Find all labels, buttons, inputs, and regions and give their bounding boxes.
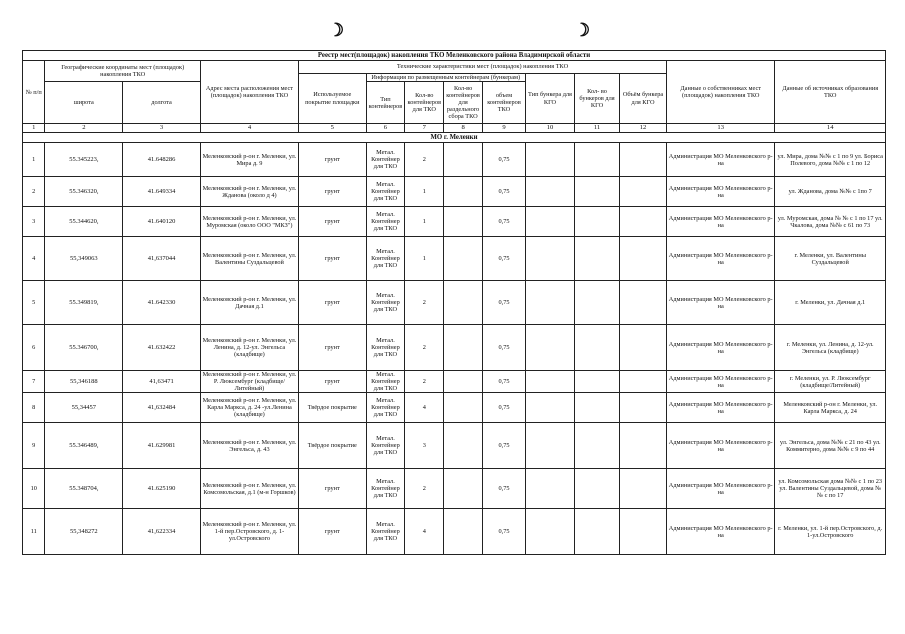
owner-cell: Администрация МО Меленковского р-на — [667, 177, 775, 207]
surface-cell: грунт — [299, 371, 366, 393]
col-header-containers-info: Информация по размещенным контейнерам (бункерам) — [366, 74, 525, 82]
volume-cell: 0,75 — [483, 207, 526, 237]
surface-cell: грунт — [299, 143, 366, 177]
table-row — [23, 281, 886, 325]
volume-cell: 0,75 — [483, 237, 526, 281]
row-number: 8 — [23, 393, 45, 423]
container-count-cell: 2 — [405, 325, 444, 371]
separate-count-cell — [444, 281, 483, 325]
bunker-volume-cell — [620, 371, 667, 393]
separate-count-cell — [444, 237, 483, 281]
container-type-cell: Метал. Контейнер для ТКО — [366, 469, 405, 509]
bunker-count-cell — [575, 371, 620, 393]
col-header-address: Адрес места расположения мест (площадок) накопления ТКО — [200, 61, 298, 124]
row-number: 2 — [23, 177, 45, 207]
bunker-type-cell — [525, 281, 574, 325]
source-cell: Меленковский р-он г. Меленки, ул. Карла Маркса, д. 24 — [775, 393, 886, 423]
container-type-cell: Метал. Контейнер для ТКО — [366, 371, 405, 393]
longitude-cell: 41.649334 — [123, 177, 201, 207]
bunker-volume-cell — [620, 469, 667, 509]
separate-count-cell — [444, 393, 483, 423]
container-count-cell: 1 — [405, 207, 444, 237]
latitude-cell: 55.346489, — [45, 423, 123, 469]
surface-cell: Твёрдое покрытие — [299, 393, 366, 423]
volume-cell: 0,75 — [483, 469, 526, 509]
owner-cell: Администрация МО Меленковского р-на — [667, 469, 775, 509]
surface-cell: грунт — [299, 237, 366, 281]
col-header-sources: Данные об источниках образования ТКО — [775, 61, 886, 124]
latitude-cell: 55.346700, — [45, 325, 123, 371]
column-number: 8 — [444, 124, 483, 133]
column-number-row — [23, 124, 886, 133]
container-count-cell: 2 — [405, 469, 444, 509]
source-cell: г. Меленки, ул. Ленина, д. 12-ул. Энгельса (кладбище) — [775, 325, 886, 371]
punch-hole-mark: ☽ — [328, 20, 345, 40]
surface-cell: грунт — [299, 281, 366, 325]
source-cell: ул. Мира, дома №№ с 1 по 9 ул. Бориса Полевого, дома №№ с 1 по 12 — [775, 143, 886, 177]
bunker-type-cell — [525, 143, 574, 177]
col-header-type: Тип контейнеров — [366, 82, 405, 124]
surface-cell: грунт — [299, 509, 366, 555]
address-cell: Меленковский р-он г. Меленки, ул. 1-й пер.Островского, д. 1-ул.Островского — [200, 509, 298, 555]
bunker-type-cell — [525, 325, 574, 371]
surface-cell: грунт — [299, 469, 366, 509]
registry-table — [22, 50, 886, 555]
source-cell: ул. Муромская, дома № № с 1 по 17 ул. Чкалова, дома №№ с 61 по 73 — [775, 207, 886, 237]
owner-cell: Администрация МО Меленковского р-на — [667, 393, 775, 423]
container-type-cell: Метал. Контейнер для ТКО — [366, 423, 405, 469]
row-number: 4 — [23, 237, 45, 281]
longitude-cell: 41,637044 — [123, 237, 201, 281]
container-count-cell: 3 — [405, 423, 444, 469]
separate-count-cell — [444, 207, 483, 237]
column-number: 2 — [45, 124, 123, 133]
volume-cell: 0,75 — [483, 177, 526, 207]
row-number: 11 — [23, 509, 45, 555]
row-number: 6 — [23, 325, 45, 371]
latitude-cell: 55.348704, — [45, 469, 123, 509]
container-type-cell: Метал. Контейнер для ТКО — [366, 325, 405, 371]
address-cell: Меленковский р-он г. Меленки, ул. Карла Маркса, д. 24 -ул.Ленина (кладбище) — [200, 393, 298, 423]
bunker-type-cell — [525, 237, 574, 281]
longitude-cell: 41,632484 — [123, 393, 201, 423]
latitude-cell: 55.344620, — [45, 207, 123, 237]
longitude-cell: 41.648286 — [123, 143, 201, 177]
latitude-cell: 55.346320, — [45, 177, 123, 207]
separate-count-cell — [444, 423, 483, 469]
volume-cell: 0,75 — [483, 325, 526, 371]
owner-cell: Администрация МО Меленковского р-на — [667, 207, 775, 237]
address-cell: Меленковский р-он г. Меленки, ул. Ленина, д. 12-ул. Энгельса (кладбище) — [200, 325, 298, 371]
col-header-volume: объем контейнеров ТКО — [483, 82, 526, 124]
bunker-volume-cell — [620, 207, 667, 237]
punch-hole-mark: ☽ — [574, 20, 591, 40]
container-count-cell: 1 — [405, 237, 444, 281]
owner-cell: Администрация МО Меленковского р-на — [667, 281, 775, 325]
row-number: 10 — [23, 469, 45, 509]
row-number: 1 — [23, 143, 45, 177]
separate-count-cell — [444, 371, 483, 393]
row-number: 3 — [23, 207, 45, 237]
container-count-cell: 2 — [405, 371, 444, 393]
source-cell: ул. Жданова, дома №№ с 1по 7 — [775, 177, 886, 207]
longitude-cell: 41.640120 — [123, 207, 201, 237]
source-cell: г. Меленки, ул. 1-й пер.Островского, д. 1-ул.Островского — [775, 509, 886, 555]
bunker-volume-cell — [620, 393, 667, 423]
source-cell: г. Меленки, ул. Валентины Суздальцевой — [775, 237, 886, 281]
column-number: 6 — [366, 124, 405, 133]
col-header-bunker-count: Кол- во бункеров для КГО — [575, 74, 620, 124]
bunker-type-cell — [525, 509, 574, 555]
table-row — [23, 325, 886, 371]
separate-count-cell — [444, 143, 483, 177]
bunker-count-cell — [575, 143, 620, 177]
surface-cell: грунт — [299, 177, 366, 207]
container-type-cell: Метал. Контейнер для ТКО — [366, 177, 405, 207]
bunker-volume-cell — [620, 237, 667, 281]
owner-cell: Администрация МО Меленковского р-на — [667, 423, 775, 469]
address-cell: Меленковский р-он г. Меленки, ул. Энгельса, д. 43 — [200, 423, 298, 469]
bunker-type-cell — [525, 371, 574, 393]
bunker-count-cell — [575, 469, 620, 509]
bunker-type-cell — [525, 469, 574, 509]
source-cell: ул. Энгельса, дома №№ с 21 по 43 ул. Коммитерно, дома №№ с 9 по 44 — [775, 423, 886, 469]
col-header-lat: широта — [45, 82, 123, 124]
bunker-volume-cell — [620, 423, 667, 469]
column-number: 1 — [23, 124, 45, 133]
longitude-cell: 41.625190 — [123, 469, 201, 509]
column-number: 3 — [123, 124, 201, 133]
source-cell: ул. Комсомольская дома №№ с 1 по 23 ул. Валентины Суздальцевой, дома №№ с по 17 — [775, 469, 886, 509]
col-header-count-sep: Кол-во контейнеров для раздельного сбора ТКО — [444, 82, 483, 124]
bunker-volume-cell — [620, 177, 667, 207]
col-header-bunker-volume: Объём бункера для КГО — [620, 74, 667, 124]
separate-count-cell — [444, 177, 483, 207]
table-title: Реестр мест(площадок) накопления ТКО Меленковского района Владимирской области — [23, 51, 886, 61]
container-type-cell: Метал. Контейнер для ТКО — [366, 281, 405, 325]
container-count-cell: 4 — [405, 509, 444, 555]
column-number: 4 — [200, 124, 298, 133]
longitude-cell: 41,63471 — [123, 371, 201, 393]
table-row — [23, 207, 886, 237]
longitude-cell: 41.632422 — [123, 325, 201, 371]
table-row — [23, 237, 886, 281]
bunker-volume-cell — [620, 509, 667, 555]
bunker-count-cell — [575, 393, 620, 423]
bunker-type-cell — [525, 177, 574, 207]
surface-cell: грунт — [299, 207, 366, 237]
column-number: 11 — [575, 124, 620, 133]
row-number: 5 — [23, 281, 45, 325]
volume-cell: 0,75 — [483, 509, 526, 555]
col-header-surface: Используемое покрытие площадки — [299, 74, 366, 124]
owner-cell: Администрация МО Меленковского р-на — [667, 371, 775, 393]
latitude-cell: 55.345223, — [45, 143, 123, 177]
container-type-cell: Метал. Контейнер для ТКО — [366, 393, 405, 423]
longitude-cell: 41,622334 — [123, 509, 201, 555]
address-cell: Меленковский р-он г. Меленки, ул. Мира д. 9 — [200, 143, 298, 177]
col-header-bunker-type: Тип бункера для КГО — [525, 74, 574, 124]
surface-cell: Твёрдое покрытие — [299, 423, 366, 469]
row-number: 9 — [23, 423, 45, 469]
row-number: 7 — [23, 371, 45, 393]
table-row — [23, 393, 886, 423]
longitude-cell: 41.642330 — [123, 281, 201, 325]
bunker-count-cell — [575, 177, 620, 207]
latitude-cell: 55,348272 — [45, 509, 123, 555]
column-number: 12 — [620, 124, 667, 133]
bunker-count-cell — [575, 281, 620, 325]
owner-cell: Администрация МО Меленковского р-на — [667, 143, 775, 177]
volume-cell: 0,75 — [483, 393, 526, 423]
source-cell: г. Меленки, ул. Р. Люксембург (кладбище/Литейный) — [775, 371, 886, 393]
table-row — [23, 177, 886, 207]
column-number: 13 — [667, 124, 775, 133]
latitude-cell: 55,346188 — [45, 371, 123, 393]
bunker-count-cell — [575, 325, 620, 371]
address-cell: Меленковский р-он г. Меленки, ул. Жданова (около д 4) — [200, 177, 298, 207]
longitude-cell: 41.629981 — [123, 423, 201, 469]
container-count-cell: 1 — [405, 177, 444, 207]
bunker-count-cell — [575, 207, 620, 237]
table-row — [23, 509, 886, 555]
owner-cell: Администрация МО Меленковского р-на — [667, 237, 775, 281]
table-row — [23, 423, 886, 469]
bunker-type-cell — [525, 423, 574, 469]
address-cell: Меленковский р-он г. Меленки, ул. Р. Люксембург (кладбище/Литейный) — [200, 371, 298, 393]
bunker-volume-cell — [620, 281, 667, 325]
bunker-count-cell — [575, 509, 620, 555]
table-row — [23, 469, 886, 509]
bunker-count-cell — [575, 423, 620, 469]
column-number: 7 — [405, 124, 444, 133]
source-cell: г. Меленки, ул. Дачная д.1 — [775, 281, 886, 325]
separate-count-cell — [444, 325, 483, 371]
container-type-cell: Метал. Контейнер для ТКО — [366, 509, 405, 555]
surface-cell: грунт — [299, 325, 366, 371]
address-cell: Меленковский р-он г. Меленки, ул. Валентины Суздальцевой — [200, 237, 298, 281]
volume-cell: 0,75 — [483, 371, 526, 393]
container-type-cell: Метал. Контейнер для ТКО — [366, 237, 405, 281]
container-type-cell: Метал. Контейнер для ТКО — [366, 207, 405, 237]
column-number: 9 — [483, 124, 526, 133]
table-row — [23, 143, 886, 177]
bunker-volume-cell — [620, 325, 667, 371]
volume-cell: 0,75 — [483, 143, 526, 177]
col-header-tech: Технические характеристики мест (площадок) накопления ТКО — [299, 61, 667, 74]
column-number: 10 — [525, 124, 574, 133]
bunker-type-cell — [525, 207, 574, 237]
separate-count-cell — [444, 509, 483, 555]
volume-cell: 0,75 — [483, 423, 526, 469]
column-number: 5 — [299, 124, 366, 133]
column-number: 14 — [775, 124, 886, 133]
bunker-type-cell — [525, 393, 574, 423]
owner-cell: Администрация МО Меленковского р-на — [667, 509, 775, 555]
latitude-cell: 55,34457 — [45, 393, 123, 423]
table-row — [23, 371, 886, 393]
col-header-count: Кол-во контейнеров для ТКО — [405, 82, 444, 124]
separate-count-cell — [444, 469, 483, 509]
address-cell: Меленковский р-он г. Меленки, ул. Муромская (около ООО "МКЗ") — [200, 207, 298, 237]
col-header-geo: Географические координаты мест (площадок) накопления ТКО — [45, 61, 200, 82]
col-header-lon: долгота — [123, 82, 201, 124]
bunker-volume-cell — [620, 143, 667, 177]
section-title: МО г. Меленки — [23, 133, 886, 143]
container-count-cell: 2 — [405, 281, 444, 325]
container-count-cell: 2 — [405, 143, 444, 177]
bunker-count-cell — [575, 237, 620, 281]
latitude-cell: 55.349819, — [45, 281, 123, 325]
col-header-owners: Данные о собственниках мест (площадок) накопления ТКО — [667, 61, 775, 124]
volume-cell: 0,75 — [483, 281, 526, 325]
container-type-cell: Метал. Контейнер для ТКО — [366, 143, 405, 177]
address-cell: Меленковский р-он г. Меленки, ул. Комсомольская, д.1 (м-н Горшков) — [200, 469, 298, 509]
address-cell: Меленковский р-он г. Меленки, ул. Дачная д.1 — [200, 281, 298, 325]
col-header-num: № п/п — [23, 61, 45, 124]
owner-cell: Администрация МО Меленковского р-на — [667, 325, 775, 371]
latitude-cell: 55,349063 — [45, 237, 123, 281]
container-count-cell: 4 — [405, 393, 444, 423]
